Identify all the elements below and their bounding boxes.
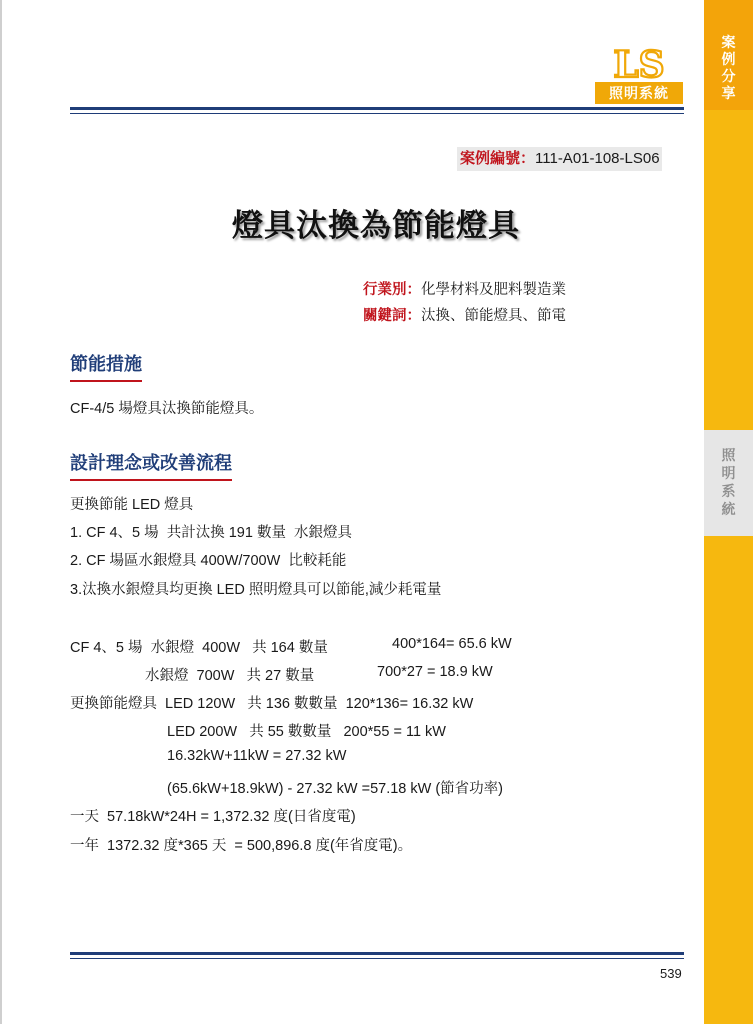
keywords-line bbox=[363, 304, 566, 325]
side-tab-top-label: 案 例 分 享 bbox=[721, 34, 736, 101]
calc-line: 水銀燈 700W 共 27 數量 bbox=[145, 668, 315, 684]
calc-line: 16.32kW+11kW = 27.32 kW bbox=[167, 748, 347, 764]
keywords-value: 汰換、節能燈具、節電 bbox=[421, 308, 566, 324]
header-rule bbox=[70, 107, 684, 110]
calc-line: 一年 1372.32 度*365 天 = 500,896.8 度(年省度電)。 bbox=[70, 838, 413, 854]
footer-rule bbox=[70, 952, 684, 955]
process-line: 3.汰換水銀燈具均更換 LED 照明燈具可以節能,減少耗電量 bbox=[70, 582, 442, 598]
measure-text: CF-4/5 場燈具汰換節能燈具。 bbox=[70, 401, 264, 417]
calc-line: LED 200W 共 55 數數量 200*55 = 11 kW bbox=[167, 724, 446, 740]
case-number-label: 案例編號： bbox=[460, 150, 536, 167]
left-margin-line bbox=[0, 0, 2, 1024]
industry-value: 化學材料及肥料製造業 bbox=[421, 282, 566, 298]
calc-line: CF 4、5 場 水銀燈 400W 共 164 數量 bbox=[70, 640, 328, 656]
case-number bbox=[457, 147, 662, 171]
ls-logo-mark bbox=[599, 46, 679, 82]
process-line: 1. CF 4、5 場 共計汰換 191 數量 水銀燈具 bbox=[70, 525, 352, 541]
calc-result: 400*164= 65.6 kW bbox=[392, 636, 512, 652]
section-heading-measures: 節能措施 bbox=[70, 350, 142, 382]
footer-rule-thin bbox=[70, 958, 684, 959]
page-title: 燈具汰換為節能燈具 bbox=[232, 208, 520, 243]
process-line: 2. CF 場區水銀燈具 400W/700W 比較耗能 bbox=[70, 553, 347, 569]
section-heading-process: 設計理念或改善流程 bbox=[70, 449, 232, 481]
calc-line: 一天 57.18kW*24H = 1,372.32 度(日省度電) bbox=[70, 809, 356, 825]
keywords-label: 關鍵詞： bbox=[363, 308, 421, 324]
industry-label: 行業別： bbox=[363, 282, 421, 298]
page-number: 539 bbox=[660, 966, 682, 981]
industry-line bbox=[363, 278, 566, 299]
side-tab-section-label[interactable]: 照 明 系 統 bbox=[721, 447, 736, 517]
calc-line: 更換節能燈具 LED 120W 共 136 數數量 120*136= 16.32 kW bbox=[70, 696, 474, 712]
calc-result: 700*27 = 18.9 kW bbox=[377, 664, 493, 680]
logo-label: 照明系統 bbox=[595, 82, 683, 104]
calc-line: (65.6kW+18.9kW) - 27.32 kW =57.18 kW (節省功率) bbox=[167, 781, 504, 797]
process-line: 更換節能 LED 燈具 bbox=[70, 497, 194, 513]
svg-text:LS: LS bbox=[613, 46, 665, 82]
ls-logo bbox=[595, 46, 683, 106]
header-rule-thin bbox=[70, 113, 684, 114]
case-number-value: 111-A01-108-LS06 bbox=[535, 150, 660, 167]
